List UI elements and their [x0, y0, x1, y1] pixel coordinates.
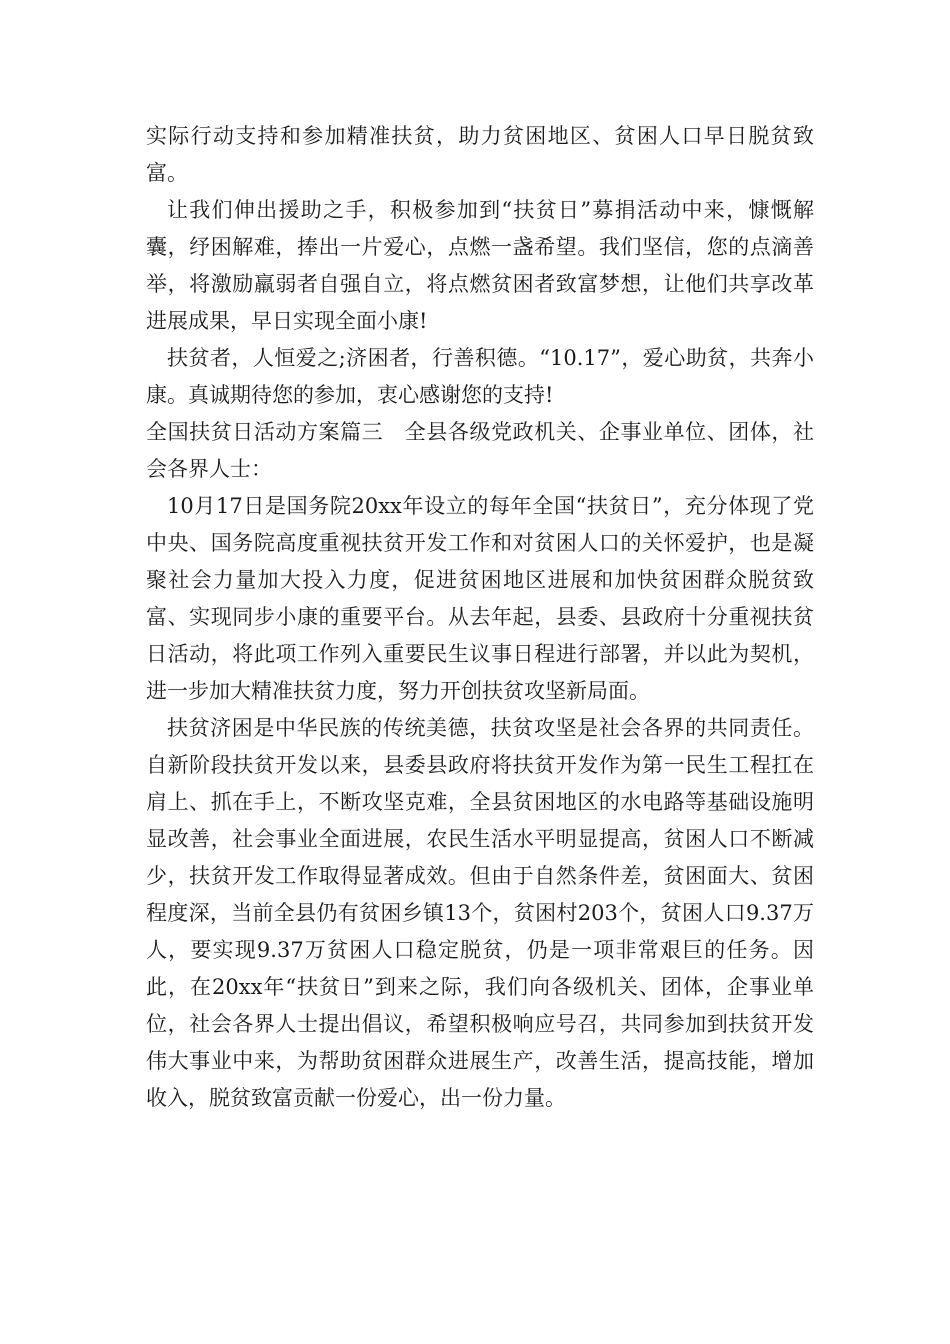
paragraph-6: 扶贫济困是中华民族的传统美德，扶贫攻坚是社会各界的共同责任。自新阶段扶贫开发以来，县委县政府将扶贫开发作为第一民生工程扛在肩上、抓在手上，不断攻坚克难，全县贫困地区的水电路等基础设施明显改善，社会事业全面进展，农民生活水平明显提高，贫困人口不断减少，扶贫开发工作取得显著成效。但由于自然条件差，贫困面大、贫困程度深，当前全县仍有贫困乡镇13个，贫困村203个，贫困人口9.37万人，要实现9.37万贫困人口稳定脱贫，仍是一项非常艰巨的任务。因此，在20xx年“扶贫日”到来之际，我们向各级机关、团体，企事业单位，社会各界人士提出倡议，希望积极响应号召，共同参加到扶贫开发伟大事业中来，为帮助贫困群众进展生产，改善生活，提高技能，增加收入，脱贫致富贡献一份爱心，出一份力量。	[146, 716, 814, 1110]
document-body	[146, 118, 814, 1117]
paragraph-1: 实际行动支持和参加精准扶贫，助力贫困地区、贫困人口早日脱贫致富。	[146, 124, 814, 185]
paragraph-3: 扶贫者，人恒爱之;济困者，行善积德。“10.17”，爱心助贫，共奔小康。真诚期待您的参加，衷心感谢您的支持!	[146, 346, 814, 407]
paragraph-2: 让我们伸出援助之手，积极参加到“扶贫日”募捐活动中来，慷慨解囊，纾困解难，捧出一片爱心，点燃一盏希望。我们坚信，您的点滴善举，将激励羸弱者自强自立，将点燃贫困者致富梦想，让他们共享改革进展成果，早日实现全面小康!	[146, 198, 814, 333]
paragraph-5: 10月17日是国务院20xx年设立的每年全国“扶贫日”，充分体现了党中央、国务院高度重视扶贫开发工作和对贫困人口的关怀爱护，也是凝聚社会力量加大投入力度，促进贫困地区进展和加快贫困群众脱贫致富、实现同步小康的重要平台。从去年起，县委、县政府十分重视扶贫日活动，将此项工作列入重要民生议事日程进行部署，并以此为契机，进一步加大精准扶贫力度，努力开创扶贫攻坚新局面。	[146, 494, 814, 703]
section-heading-paragraph: 全国扶贫日活动方案篇三 全县各级党政机关、企事业单位、团体，社会各界人士：	[146, 420, 814, 481]
